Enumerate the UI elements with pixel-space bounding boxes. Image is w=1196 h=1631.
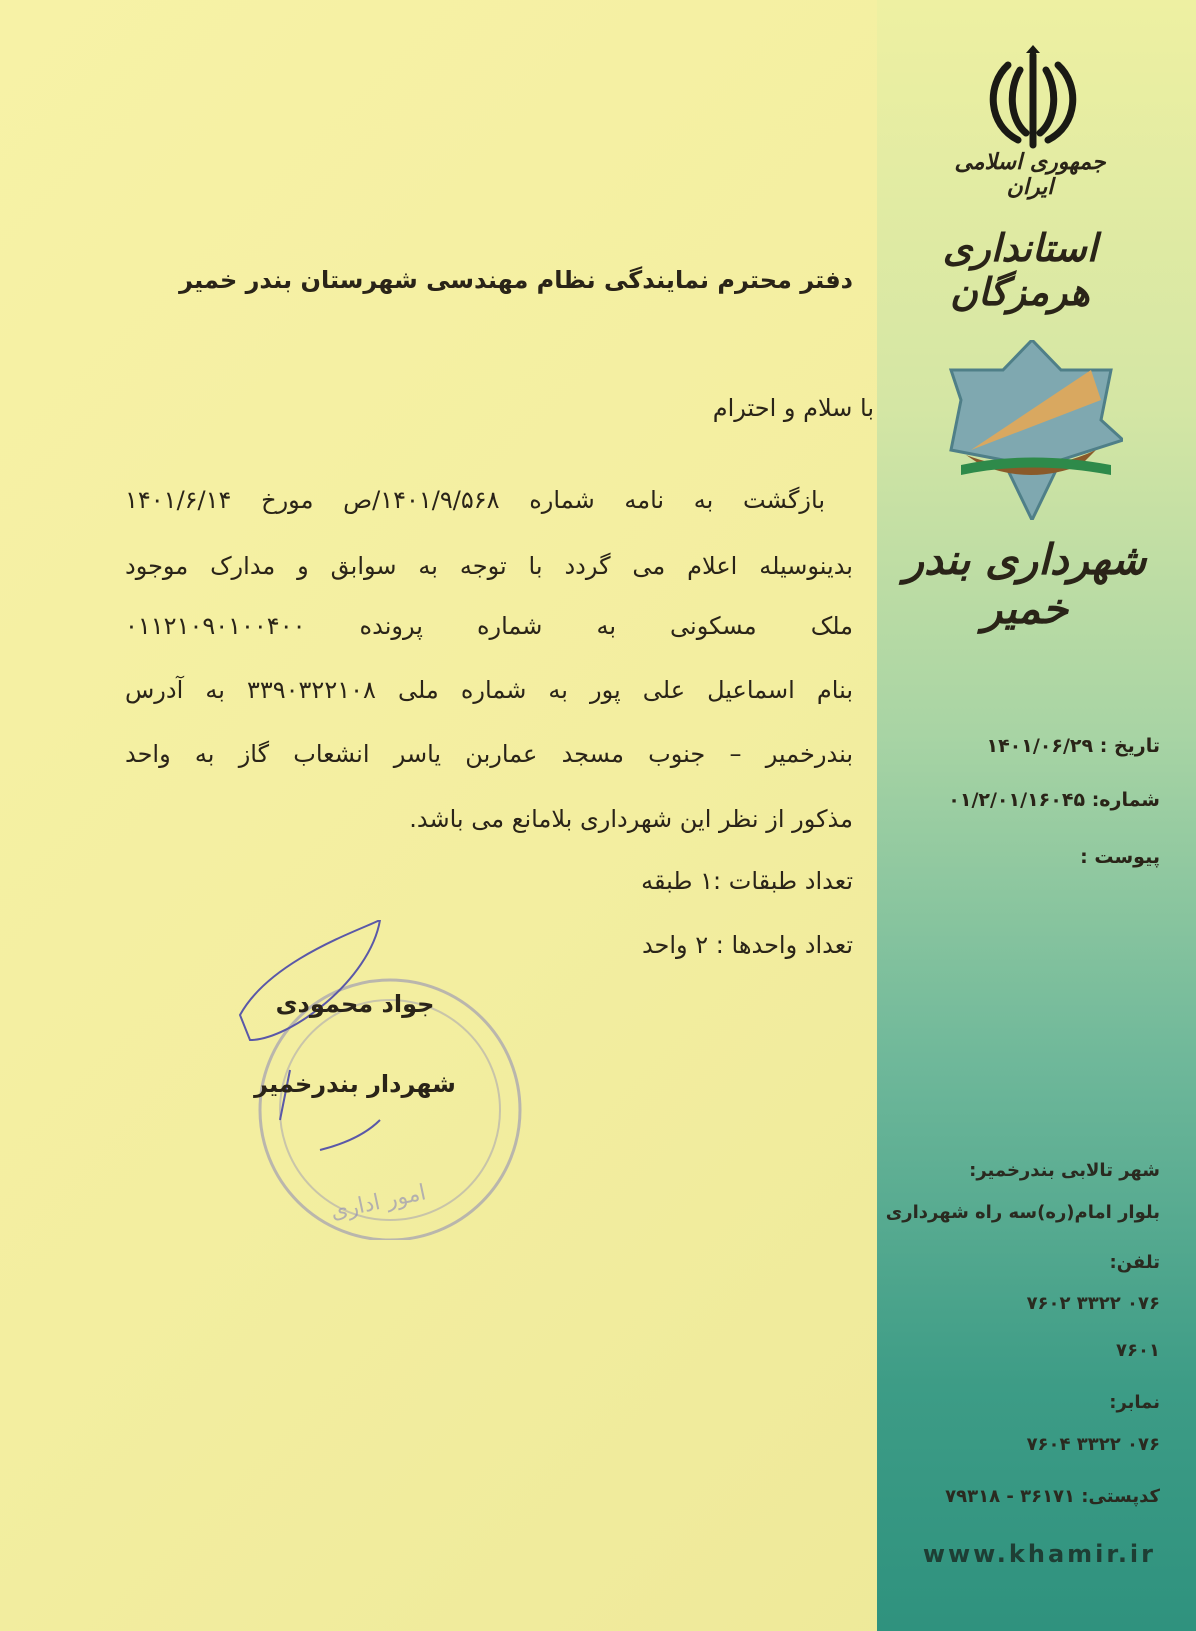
footer-city: شهر تالابی بندرخمیر: <box>969 1160 1160 1181</box>
province-name: استانداری هرمزگان <box>942 226 1098 314</box>
fax-number: ۰۷۶ ۳۳۲۲ ۷۶۰۴ <box>1026 1434 1160 1455</box>
number-field <box>948 789 1160 811</box>
date-value: ۱۴۰۱/۰۶/۲۹ <box>986 735 1094 757</box>
municipality-name: شهرداری بندر خمیر <box>903 535 1147 633</box>
municipality-logo-icon <box>941 340 1123 520</box>
signatory-name: جواد محمودی <box>275 990 435 1018</box>
website-link[interactable]: www.khamir.ir <box>922 1540 1156 1568</box>
country-name: جمهوری اسلامی ایران <box>954 150 1106 200</box>
greeting: با سلام و احترام <box>712 394 874 422</box>
iran-emblem-icon <box>978 45 1088 155</box>
number-value: ۰۱/۲/۰۱/۱۶۰۴۵ <box>948 789 1086 811</box>
postal-code: کدپستی: ۳۶۱۷۱ - ۷۹۳۱۸ <box>945 1486 1160 1507</box>
phone-2: ۷۶۰۱ <box>1116 1340 1160 1361</box>
phone-label: تلفن: <box>1109 1252 1160 1273</box>
recipient: دفتر محترم نمایندگی نظام مهندسی شهرستان بندر خمیر <box>179 266 853 294</box>
stamp-text: امور اداری <box>328 1180 429 1225</box>
signatory-title: شهردار بندرخمیر <box>254 1070 456 1098</box>
body-line: ملک مسکونی به شماره پرونده ۰۱۱۲۱۰۹۰۱۰۰۴۰۰ <box>125 612 853 640</box>
floors-count: تعداد طبقات :۱ طبقه <box>641 867 853 895</box>
body-line: بدینوسیله اعلام می گردد با توجه به سوابق و مدارک موجود <box>125 552 853 580</box>
phone-1: ۰۷۶ ۳۳۲۲ ۷۶۰۲ <box>1026 1293 1160 1314</box>
date-field <box>986 735 1160 757</box>
fax-label: نمابر: <box>1109 1392 1160 1413</box>
body-line: بازگشت به نامه شماره ۱۴۰۱/۹/۵۶۸/ص مورخ ۱۴۰۱/۶/۱۴ <box>125 486 825 514</box>
body-line: بنام اسماعیل علی پور به شماره ملی ۳۳۹۰۳۲۲۱۰۸ به آدرس <box>125 676 854 704</box>
date-label: تاریخ : <box>1099 735 1160 757</box>
attachment-label: پیوست : <box>1080 846 1160 868</box>
footer-address: بلوار امام(ره)سه راه شهرداری <box>885 1202 1160 1223</box>
body-line: بندرخمیر – جنوب مسجد عماربن یاسر انشعاب گاز به واحد <box>125 740 853 768</box>
units-count: تعداد واحدها : ۲ واحد <box>641 931 853 959</box>
number-label: شماره: <box>1091 789 1160 811</box>
body-line: مذکور از نظر این شهرداری بلامانع می باشد. <box>409 805 853 833</box>
